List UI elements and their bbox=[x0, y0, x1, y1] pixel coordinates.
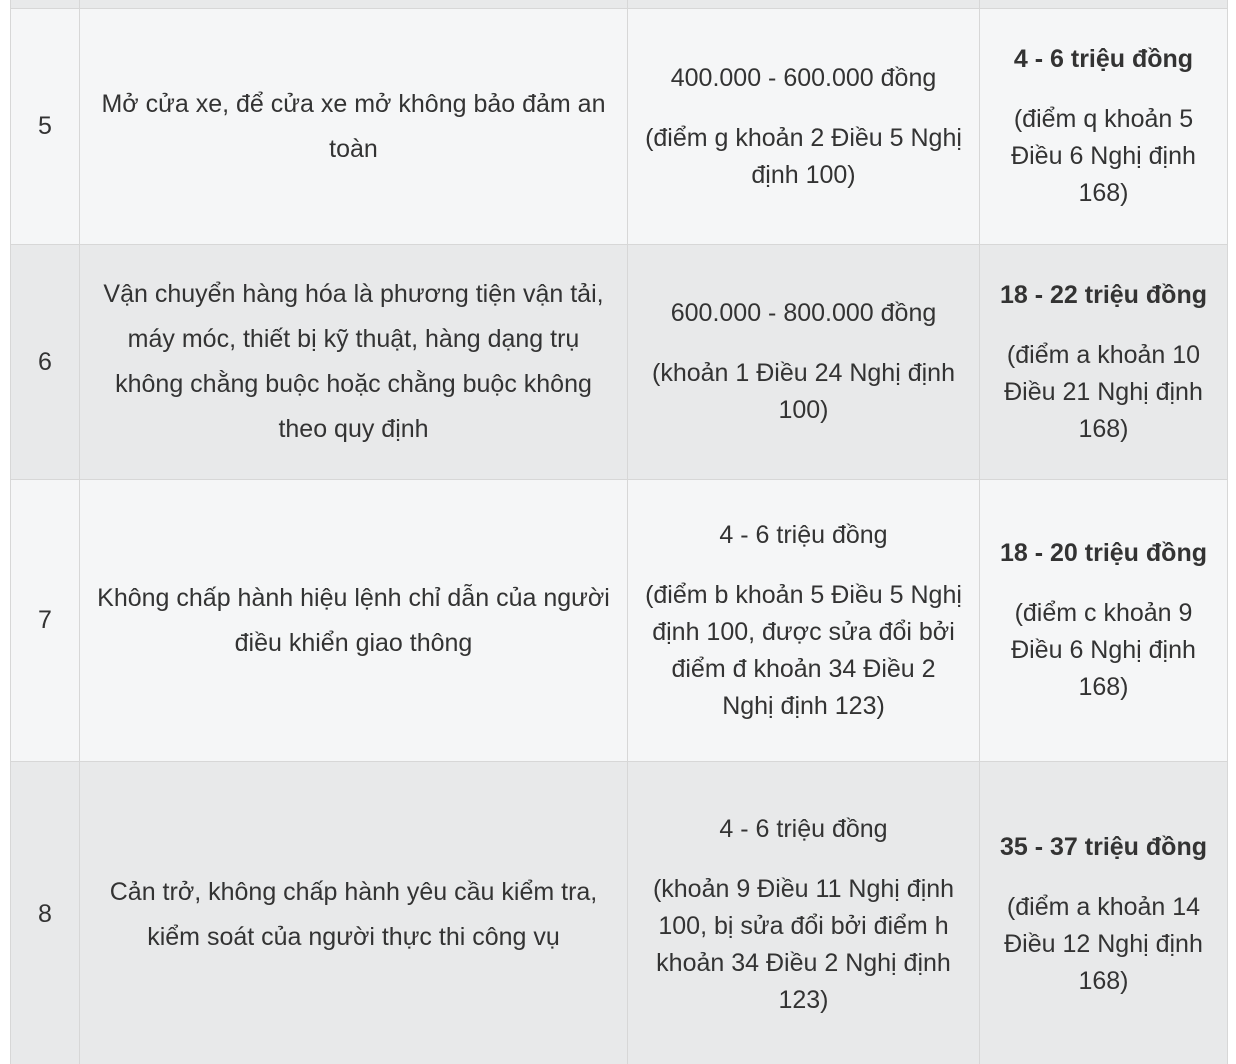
row-number: 5 bbox=[11, 9, 80, 245]
old-amount: 400.000 - 600.000 đồng bbox=[670, 63, 937, 92]
violation-cell: Cản trở, không chấp hành yêu cầu kiểm tra, kiểm soát của người thực thi công vụ bbox=[80, 762, 628, 1064]
violation-cell: Mở cửa xe, để cửa xe mở không bảo đảm an toàn bbox=[80, 9, 628, 245]
new-legal-reference: (điểm a khoản 10 Điều 21 Nghị định 168) bbox=[1004, 340, 1203, 443]
table-row bbox=[11, 480, 1228, 762]
new-penalty-cell bbox=[980, 480, 1228, 762]
old-penalty-cell bbox=[628, 9, 980, 245]
new-legal-reference: (điểm q khoản 5 Điều 6 Nghị định 168) bbox=[1011, 105, 1196, 207]
new-amount: 18 - 22 triệu đồng bbox=[1000, 280, 1207, 309]
table-cell bbox=[980, 0, 1228, 9]
old-amount: 4 - 6 triệu đồng bbox=[719, 814, 888, 843]
old-amount: 4 - 6 triệu đồng bbox=[719, 520, 888, 549]
table-cell bbox=[628, 0, 980, 9]
violation-cell: Vận chuyển hàng hóa là phương tiện vận tải, máy móc, thiết bị kỹ thuật, hàng dạng trụ không chằng buộc hoặc chằng buộc không theo quy định bbox=[80, 245, 628, 480]
old-penalty-cell bbox=[628, 480, 980, 762]
old-legal-reference: (khoản 9 Điều 11 Nghị định 100, bị sửa đổi bởi điểm h khoản 34 Điều 2 Nghị định 123) bbox=[652, 874, 955, 1014]
row-number: 7 bbox=[11, 480, 80, 762]
old-legal-reference: (khoản 1 Điều 24 Nghị định 100) bbox=[652, 359, 955, 424]
table-row bbox=[11, 9, 1228, 245]
new-penalty-cell bbox=[980, 9, 1228, 245]
old-penalty-cell bbox=[628, 762, 980, 1064]
table-row-partial bbox=[11, 0, 1228, 9]
row-number: 6 bbox=[11, 245, 80, 480]
violation-cell: Không chấp hành hiệu lệnh chỉ dẫn của người điều khiển giao thông bbox=[80, 480, 628, 762]
new-amount: 35 - 37 triệu đồng bbox=[1000, 833, 1207, 861]
table-cell bbox=[11, 0, 80, 9]
table-row bbox=[11, 245, 1228, 480]
old-penalty-cell bbox=[628, 245, 980, 480]
new-legal-reference: (điểm a khoản 14 Điều 12 Nghị định 168) bbox=[1004, 893, 1203, 995]
old-legal-reference: (điểm g khoản 2 Điều 5 Nghị định 100) bbox=[645, 123, 962, 189]
new-penalty-cell bbox=[980, 762, 1228, 1064]
new-legal-reference: (điểm c khoản 9 Điều 6 Nghị định 168) bbox=[1011, 599, 1196, 701]
table-cell bbox=[80, 0, 628, 9]
new-penalty-cell bbox=[980, 245, 1228, 480]
row-number: 8 bbox=[11, 762, 80, 1064]
old-legal-reference: (điểm b khoản 5 Điều 5 Nghị định 100, được sửa đổi bởi điểm đ khoản 34 Điều 2 Nghị định 123) bbox=[645, 580, 962, 720]
new-amount: 18 - 20 triệu đồng bbox=[1000, 539, 1207, 567]
table-row bbox=[11, 762, 1228, 1064]
old-amount: 600.000 - 800.000 đồng bbox=[670, 299, 937, 327]
new-amount: 4 - 6 triệu đồng bbox=[1013, 45, 1194, 73]
penalty-table bbox=[10, 0, 1228, 1064]
